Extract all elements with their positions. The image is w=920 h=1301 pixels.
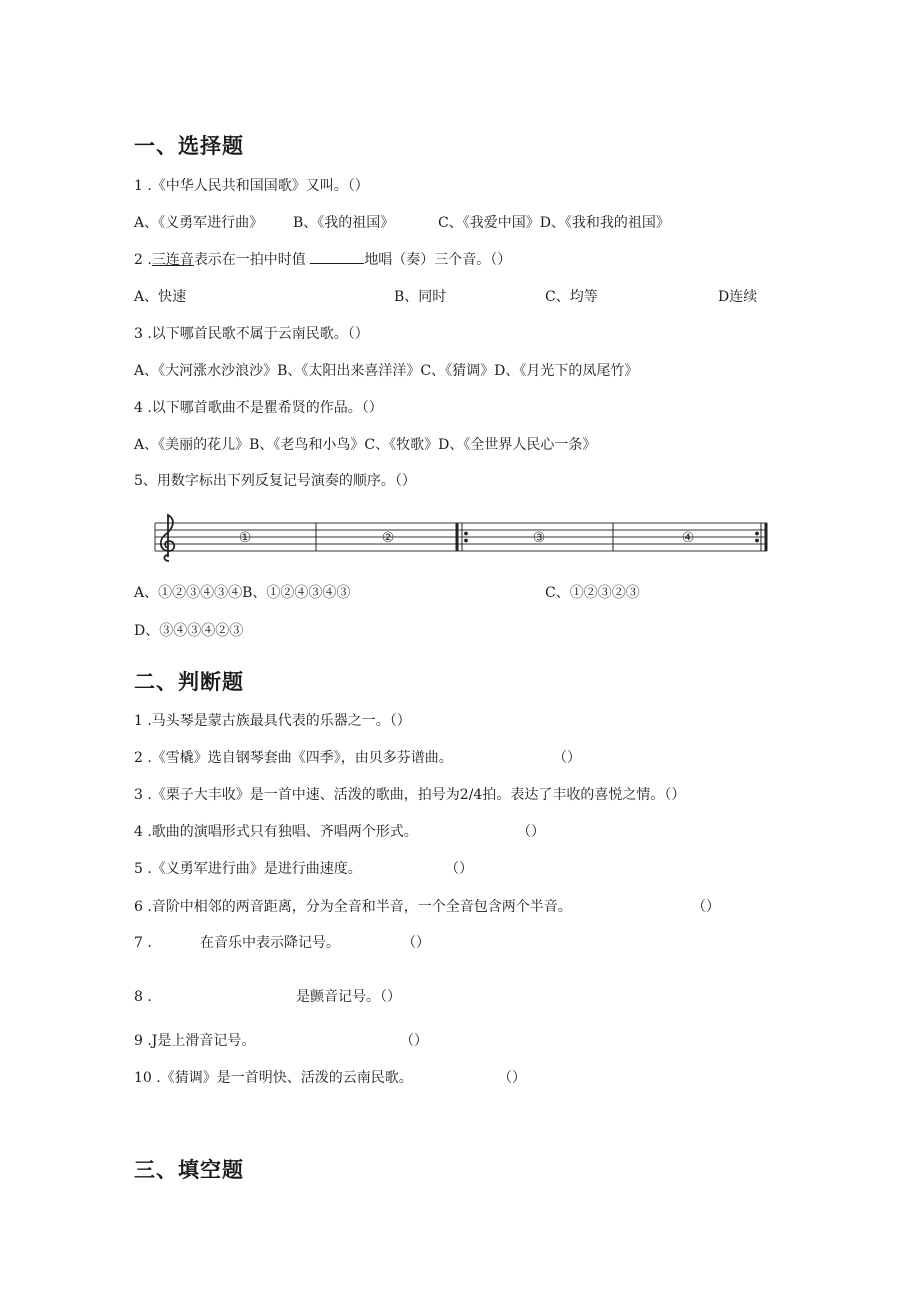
judge-q7-paren: （） [402, 935, 430, 951]
choice-q1-option-cd: C、《我爱中国》D、《我和我的祖国》 [438, 215, 670, 231]
choice-q4-options: A、《美丽的花儿》B、《老鸟和小鸟》C、《牧歌》D、《全世界人民心一条》 [134, 437, 597, 453]
judge-q2: 2 .《雪橇》选自钢琴套曲《四季》，由贝多芬谱曲。 [134, 750, 453, 766]
judge-q5-paren: （） [445, 861, 473, 877]
choice-q5-option-c: C、①②③②③ [545, 585, 640, 601]
choice-q2-text: 表示在一拍中时值 [193, 252, 306, 268]
choice-q2-term: 三连音 [151, 252, 194, 268]
section-title-fill: 三、填空题 [134, 1158, 244, 1182]
judge-q2-paren: （） [553, 750, 581, 766]
choice-q3: 3 .以下哪首民歌不属于云南民歌。（） [134, 326, 369, 342]
choice-q2-number: 2 . [134, 252, 152, 268]
choice-q4: 4 .以下哪首歌曲不是瞿希贤的作品。（） [134, 400, 383, 416]
measure-1-label: ① [238, 530, 252, 546]
judge-q6: 6 .音阶中相邻的两音距离，分为全音和半音，一个全音包含两个半音。 [134, 899, 572, 915]
judge-q6-paren: （） [692, 899, 720, 915]
judge-q10-paren: （） [498, 1070, 526, 1086]
judge-q7-number: 7 . [134, 935, 152, 951]
judge-q1: 1 .马头琴是蒙古族最具代表的乐器之一。（） [134, 713, 411, 729]
music-staff [153, 513, 773, 569]
measure-4-label: ④ [681, 530, 695, 546]
choice-q5-options-ab: A、①②③④③④B、①②④③④③ [134, 585, 351, 601]
answer-blank [310, 251, 364, 264]
section-title-choice: 一、选择题 [134, 134, 244, 158]
judge-q8: 是颤音记号。（） [296, 989, 401, 1005]
judge-q10: 10 .《猜调》是一首明快、活泼的云南民歌。 [134, 1070, 413, 1086]
judge-q4-paren: （） [517, 824, 545, 840]
choice-q5-option-d: D、③④③④②③ [134, 623, 244, 639]
choice-q2-text-end: 地唱（奏）三个音。（） [364, 252, 512, 268]
judge-q4: 4 .歌曲的演唱形式只有独唱、齐唱两个形式。 [134, 824, 418, 840]
judge-q9: 9 .J是上滑音记号。 [134, 1033, 256, 1049]
choice-q2-option-b: B、同时 [394, 289, 447, 305]
measure-2-label: ② [381, 530, 395, 546]
judge-q9-paren: （） [400, 1033, 428, 1049]
choice-q1: 1 .《中华人民共和国国歌》又叫。（） [134, 178, 369, 194]
choice-q2-option-a: A、快速 [134, 289, 187, 305]
choice-q1-option-a: A、《义勇军进行曲》 [134, 215, 264, 231]
choice-q5: 5、用数字标出下列反复记号演奏的顺序。（） [134, 473, 416, 489]
treble-clef-icon [161, 515, 174, 561]
judge-q3: 3 .《栗子大丰收》是一首中速、活泼的歌曲，拍号为2/4拍。表达了丰收的喜悦之情。（） [134, 787, 686, 803]
choice-q3-options: A、《大河涨水沙浪沙》B、《太阳出来喜洋洋》C、《猜调》D、《月光下的凤尾竹》 [134, 363, 639, 379]
judge-q5: 5 .《义勇军进行曲》是进行曲速度。 [134, 861, 362, 877]
measure-3-label: ③ [532, 530, 546, 546]
judge-q7: 在音乐中表示降记号。 [200, 935, 340, 951]
choice-q2 [134, 251, 511, 269]
choice-q2-option-c: C、均等 [545, 289, 598, 305]
choice-q1-option-b: B、《我的祖国》 [293, 215, 395, 231]
choice-q2-option-d: D连续 [718, 289, 758, 305]
judge-q8-number: 8 . [134, 989, 152, 1005]
section-title-judge: 二、判断题 [134, 670, 244, 694]
music-staff-svg [153, 513, 773, 565]
